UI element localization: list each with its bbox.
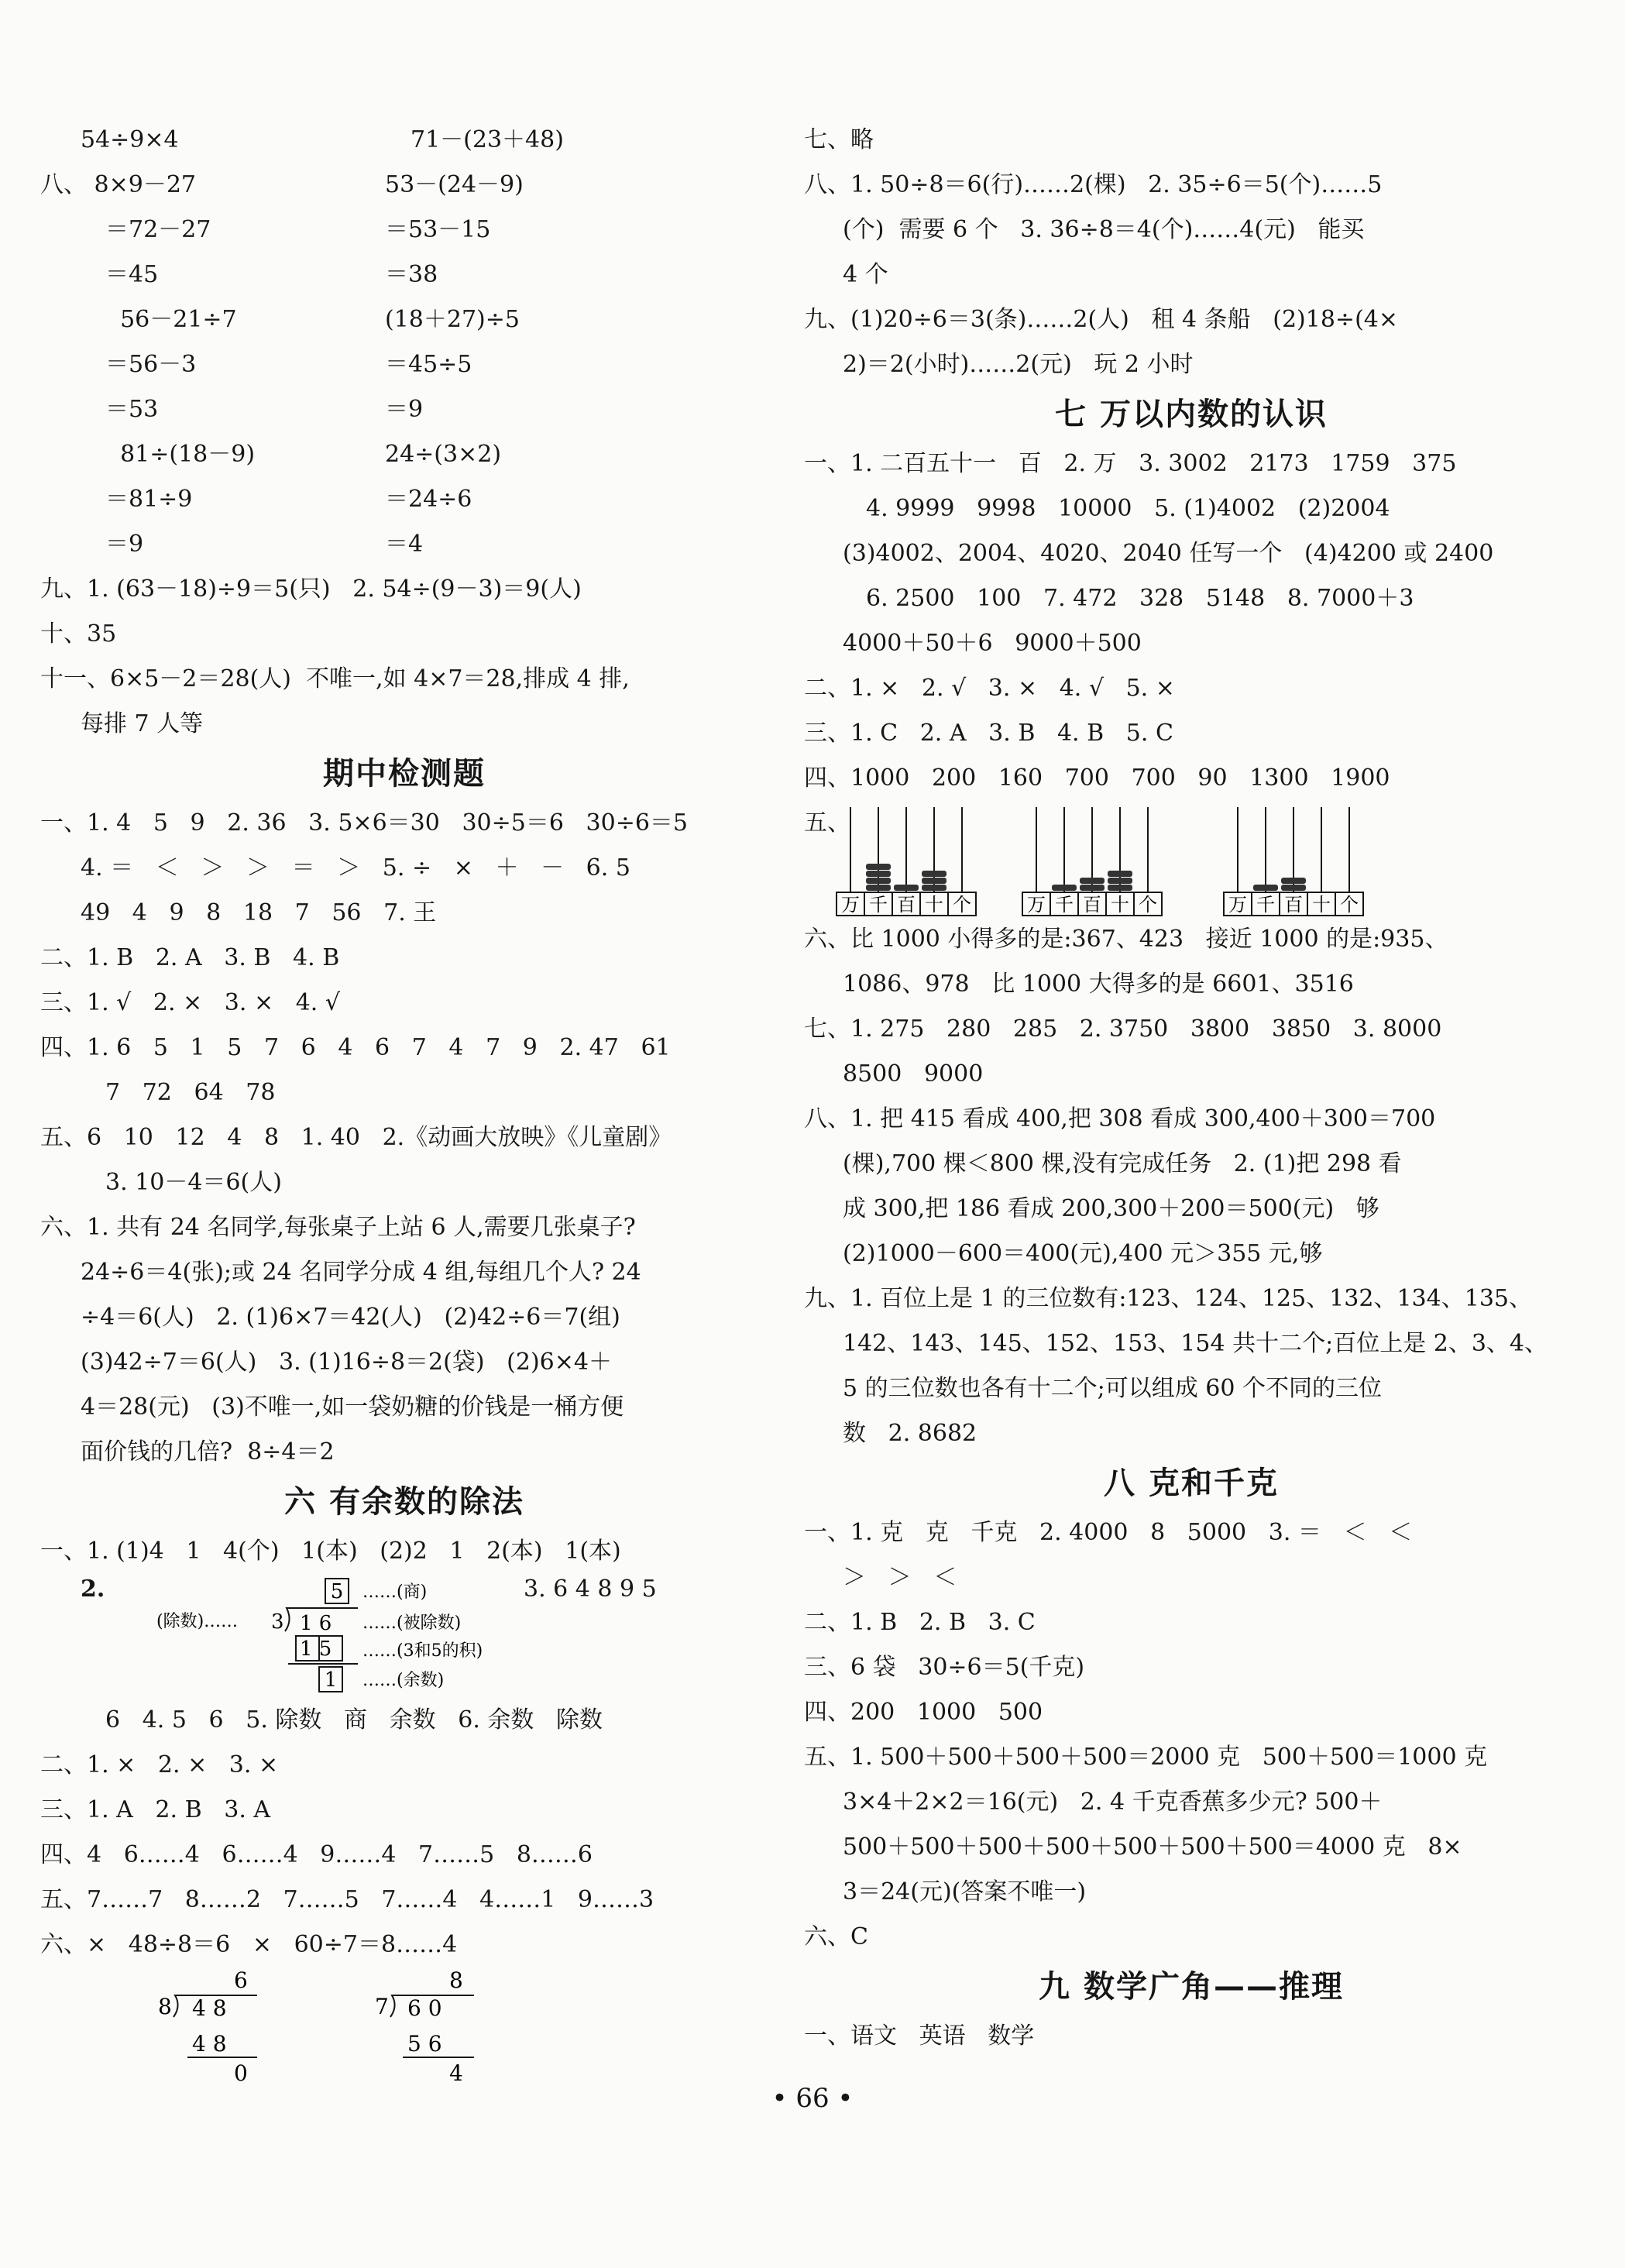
abacus-place-label: 百 (1083, 894, 1101, 916)
abacus-place-label: 个 (1139, 894, 1157, 916)
answer-line: 十、35 (40, 620, 117, 648)
division-figure (102, 1574, 582, 1698)
arith-row: 八、 8×9－27 53－(24－9) (40, 171, 524, 198)
answer-line: 二、1. × 2. √ 3. × 4. √ 5. × (804, 675, 1175, 702)
answer-line: 五、6 10 12 4 8 1. 40 2.《动画大放映》《儿童剧》 (40, 1124, 672, 1151)
answer-line: (3)42÷7＝6(人) 3. (1)16÷8＝2(袋) (2)6×4＋ (81, 1349, 612, 1376)
abacus-figures (804, 801, 1579, 917)
section-title-ch9: 九 数学广角——推理 (1039, 1969, 1344, 2005)
long-division-figures (40, 1967, 768, 2091)
dividend-digits: 1 6 (300, 1612, 332, 1635)
answer-line: 六、× 48÷8＝6 × 60÷7＝8……4 (40, 1931, 458, 1958)
answer-line: 三、1. √ 2. × 3. × 4. √ (40, 989, 340, 1016)
divisor: 7 (375, 1994, 389, 2019)
arith-row: 54÷9×4 71－(23＋48) (81, 126, 564, 153)
arith-row: ＝9 ＝4 (105, 531, 424, 558)
long-division-2 (375, 1967, 474, 2086)
answer-line: 3. 10－4＝6(人) (105, 1169, 282, 1196)
answer-line: 九、1. (63－18)÷9＝5(只) 2. 54÷(9－3)＝9(人) (40, 576, 582, 603)
product-label: ……(3和5的积) (362, 1641, 483, 1661)
divisor-label: (除数)…… (156, 1612, 239, 1631)
answer-text: 3. 6 4 8 9 5 (524, 1576, 657, 1603)
answer-line: 二、1. B 2. B 3. C (804, 1609, 1036, 1636)
answer-line: 2)＝2(小时)……2(元) 玩 2 小时 (843, 351, 1194, 378)
quotient-digit: 5 (330, 1580, 344, 1603)
answer-line: 142、143、145、152、153、154 共十二个;百位上是 2、3、4、 (843, 1330, 1548, 1357)
abacus-bead (866, 864, 891, 870)
answer-line: 六、1. 共有 24 名同学,每张桌子上站 6 人,需要几张桌子? (40, 1214, 636, 1241)
answer-line: 面价钱的几倍? 8÷4＝2 (81, 1438, 335, 1466)
quotient-label: ……(商) (362, 1582, 428, 1602)
abacus-bead (922, 871, 946, 877)
abacus-place-label: 千 (869, 894, 888, 916)
divisor-digit: 3 (271, 1610, 284, 1634)
answer-line: 四、1. 6 5 1 5 7 6 4 6 7 4 7 9 2. 47 61 (40, 1034, 671, 1061)
quotient: 6 (234, 1967, 248, 1993)
abacus-bead (1253, 885, 1278, 891)
answer-line: 4000＋50＋6 9000＋500 (843, 630, 1142, 657)
answer-line: 4. 9999 9998 10000 5. (1)4002 (2)2004 (866, 495, 1390, 522)
section-title-ch8: 八 克和千克 (1104, 1466, 1279, 1501)
arith-row: 56－21÷7 (18＋27)÷5 (105, 306, 520, 333)
answer-line: 四、4 6……4 6……4 9……4 7……5 8……6 (40, 1841, 593, 1868)
abacus-bead (1108, 871, 1132, 877)
abacus-bead (1080, 878, 1105, 884)
abacus-place-label: 万 (1027, 894, 1046, 916)
answer-line: 7 72 64 78 (105, 1079, 276, 1106)
answer-line: 500＋500＋500＋500＋500＋500＋500＝4000 克 8× (843, 1833, 1462, 1861)
answer-line: 每排 7 人等 (81, 710, 204, 737)
section-title-ch7: 七 万以内数的认识 (1055, 397, 1328, 432)
answer-line: 49 4 9 8 18 7 56 7. 王 (81, 899, 437, 926)
answer-line: 八、1. 50÷8＝6(行)……2(棵) 2. 35÷6＝5(个)……5 (804, 171, 1383, 198)
answer-line: 四、1000 200 160 700 700 90 1300 1900 (804, 765, 1390, 792)
abacus-bead (1281, 878, 1306, 884)
abacus-place-label: 百 (897, 894, 916, 916)
answer-line: 三、6 袋 30÷6＝5(千克) (804, 1654, 1085, 1681)
abacus-bead (1281, 885, 1306, 891)
answer-line: 二、1. B 2. A 3. B 4. B (40, 944, 340, 971)
abacus-bead (1108, 878, 1132, 884)
arith-row: ＝81÷9 ＝24÷6 (105, 486, 472, 513)
answer-line: 四、200 1000 500 (804, 1699, 1043, 1726)
answer-line: 4. ＝ ＜ ＞ ＞ ＝ ＞ 5. ÷ × ＋ － 6. 5 (81, 854, 630, 881)
answer-line: 六、比 1000 小得多的是:367、423 接近 1000 的是:935、 (804, 926, 1448, 953)
abacus-place-label: 万 (841, 894, 860, 916)
page-number: • 66 • (771, 2083, 854, 2114)
answer-line: 一、1. (1)4 1 4(个) 1(本) (2)2 1 2(本) 1(本) (40, 1538, 621, 1565)
answer-line: (棵),700 棵＜800 棵,没有完成任务 2. (1)把 298 看 (843, 1150, 1402, 1177)
answer-line: 6. 2500 100 7. 472 328 5148 8. 7000＋3 (866, 585, 1414, 612)
arith-row: ＝56－3 ＝45÷5 (105, 351, 472, 378)
answer-line: 24÷6＝4(张);或 24 名同学分成 4 组,每组几个人? 24 (81, 1259, 641, 1286)
remainder: 4 (449, 2060, 463, 2086)
quotient: 8 (449, 1967, 463, 1993)
abacus-place-label: 十 (1111, 894, 1129, 916)
arith-row: ＝72－27 ＝53－15 (105, 216, 491, 243)
answer-line: 七、略 (804, 126, 874, 153)
answer-line: 九、(1)20÷6＝3(条)……2(人) 租 4 条船 (2)18÷(4× (804, 306, 1398, 333)
answer-line: 六、C (804, 1923, 868, 1950)
abacus-place-label: 个 (953, 894, 971, 916)
item-number: 2. (81, 1576, 105, 1603)
arith-row: 81÷(18－9) 24÷(3×2) (105, 441, 502, 468)
abacus-bead (922, 885, 946, 891)
remainder: 0 (234, 2060, 248, 2086)
abacus-place-label: 十 (925, 894, 943, 916)
answer-line: 一、1. 4 5 9 2. 36 3. 5×6＝30 30÷5＝6 30÷6＝5 (40, 809, 689, 837)
arith-row: ＝53 ＝9 (105, 396, 424, 423)
dividend: 6 0 (407, 1995, 442, 2021)
answer-line: 1086、978 比 1000 大得多的是 6601、3516 (843, 971, 1354, 998)
abacus-bead (1052, 885, 1077, 891)
dividend: 4 8 (192, 1995, 227, 2021)
arith-row: ＝45 ＝38 (105, 261, 438, 288)
answer-line: 数 2. 8682 (843, 1420, 977, 1447)
answer-line: 七、1. 275 280 285 2. 3750 3800 3850 3. 8000 (804, 1015, 1442, 1043)
abacus (837, 807, 976, 916)
answer-line: 3×4＋2×2＝16(元) 2. 4 千克香蕉多少元? 500＋ (843, 1789, 1383, 1816)
answer-line: 一、1. 二百五十一 百 2. 万 3. 3002 2173 1759 375 (804, 450, 1457, 477)
answer-line: ＞ ＞ ＜ (843, 1564, 957, 1591)
divisor: 8 (158, 1994, 172, 2019)
answer-line: 3＝24(元)(答案不唯一) (843, 1878, 1087, 1905)
abacus-bead (1080, 885, 1105, 891)
answer-line: 成 300,把 186 看成 200,300＋200＝500(元) 够 (843, 1195, 1379, 1222)
abacus-place-label: 万 (1228, 894, 1247, 916)
product: 4 8 (192, 2031, 227, 2057)
abacus-bead (922, 878, 946, 884)
product: 5 6 (407, 2031, 442, 2057)
dividend-label: ……(被除数) (362, 1613, 462, 1633)
answer-line: 4 个 (843, 261, 888, 288)
section-title-ch6: 六 有余数的除法 (284, 1484, 524, 1520)
abacus-svg (804, 801, 1579, 917)
long-division-svg (40, 1967, 582, 2091)
right-column (804, 118, 1579, 2059)
answer-line: 6 4. 5 6 5. 除数 商 余数 6. 余数 除数 (105, 1706, 603, 1734)
abacus-place-label: 十 (1312, 894, 1331, 916)
answer-line: ÷4＝6(人) 2. (1)6×7＝42(人) (2)42÷6＝7(组) (81, 1304, 620, 1331)
left-column (40, 118, 768, 2091)
abacus-bead (866, 871, 891, 877)
answer-line: 一、语文 英语 数学 (804, 2022, 1035, 2050)
long-division-1 (158, 1967, 257, 2086)
answer-line: 十一、6×5－2＝28(人) 不唯一,如 4×7＝28,排成 4 排, (40, 665, 630, 692)
answer-line: 八、1. 把 415 看成 400,把 308 看成 300,400＋300＝700 (804, 1105, 1436, 1132)
division-diagram (40, 1574, 768, 1698)
answer-line: 一、1. 克 克 千克 2. 4000 8 5000 3. ＝ ＜ ＜ (804, 1519, 1413, 1546)
answer-line: (3)4002、2004、4020、2040 任写一个 (4)4200 或 2400 (843, 540, 1494, 567)
answer-line: 九、1. 百位上是 1 的三位数有:123、124、125、132、134、135、 (804, 1285, 1532, 1312)
abacus (1022, 807, 1162, 916)
abacus-place-label: 个 (1340, 894, 1359, 916)
product-digits: 1 5 (300, 1637, 332, 1661)
abacus-place-label: 千 (1256, 894, 1275, 916)
answer-line: (2)1000－600＝400(元),400 元＞355 元,够 (843, 1240, 1323, 1267)
answer-label: 五、 (804, 809, 850, 837)
answer-line: 4＝28(元) (3)不唯一,如一袋奶糖的价钱是一桶方便 (81, 1393, 624, 1421)
abacus (1224, 807, 1363, 916)
remainder-digit: 1 (324, 1668, 338, 1692)
abacus-place-label: 百 (1284, 894, 1303, 916)
answer-line: 五、1. 500＋500＋500＋500＝2000 克 500＋500＝1000 克 (804, 1744, 1488, 1771)
abacus-bead (1108, 885, 1132, 891)
abacus-bead (866, 885, 891, 891)
abacus-place-label: 千 (1055, 894, 1074, 916)
answer-line: 三、1. C 2. A 3. B 4. B 5. C (804, 720, 1173, 747)
abacus-bead (866, 878, 891, 884)
answer-line: 五、7……7 8……2 7……5 7……4 4……1 9……3 (40, 1886, 654, 1913)
answer-line: 二、1. × 2. × 3. × (40, 1751, 279, 1778)
answer-line: 8500 9000 (843, 1060, 984, 1088)
section-title-midterm: 期中检测题 (323, 756, 486, 792)
remainder-label: ……(余数) (362, 1671, 445, 1690)
abacus-bead (894, 885, 919, 891)
answer-line: (个) 需要 6 个 3. 36÷8＝4(个)……4(元) 能买 (843, 216, 1365, 243)
answer-line: 三、1. A 2. B 3. A (40, 1796, 271, 1823)
answer-line: 5 的三位数也各有十二个;可以组成 60 个不同的三位 (843, 1375, 1382, 1402)
